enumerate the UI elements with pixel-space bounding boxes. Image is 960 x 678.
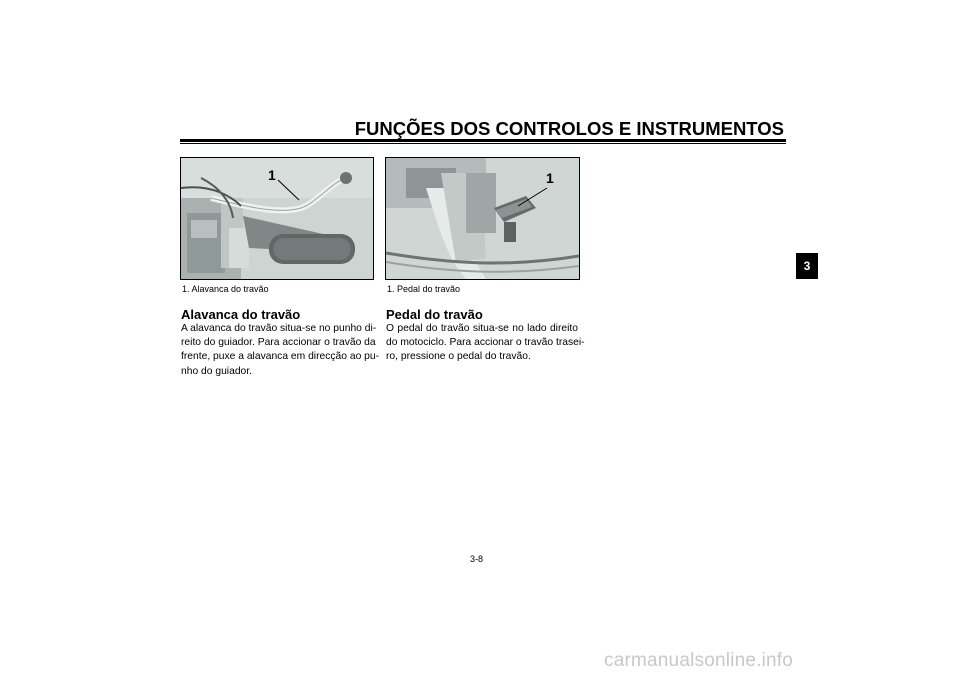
- section-heading: Pedal do travão: [386, 307, 483, 322]
- brake-lever-figure: [180, 157, 374, 280]
- body-line: nho do guiador.: [181, 365, 252, 377]
- figure-caption: 1. Pedal do travão: [387, 284, 461, 294]
- header-rule: [180, 139, 786, 142]
- figure-caption: 1. Alavanca do travão: [182, 284, 269, 294]
- page-number: 3-8: [470, 554, 484, 564]
- page-header-title: FUNÇÕES DOS CONTROLOS E INSTRUMENTOS: [354, 118, 784, 139]
- body-line: do motociclo. Para accionar o travão trasei-: [386, 337, 585, 349]
- brake-lever-illustration: [181, 158, 373, 279]
- body-line: reito do guiador. Para accionar o travão da: [181, 337, 376, 349]
- header-rule-thin: [180, 143, 786, 144]
- body-line: frente, puxe a alavanca em direcção ao pu-: [181, 351, 380, 363]
- brake-pedal-figure: [385, 157, 580, 280]
- callout-number: 1: [268, 167, 276, 183]
- chapter-tab: 3: [796, 253, 818, 279]
- watermark: carmanualsonline.info: [604, 650, 794, 671]
- body-line: A alavanca do travão situa-se no punho di-: [181, 323, 377, 334]
- body-line: ro, pressione o pedal do travão.: [386, 351, 531, 363]
- section-heading: Alavanca do travão: [181, 307, 301, 322]
- section-body: [386, 322, 585, 365]
- section-body: [181, 322, 380, 379]
- body-line: O pedal do travão situa-se no lado direito: [386, 323, 578, 334]
- callout-number: 1: [546, 170, 554, 186]
